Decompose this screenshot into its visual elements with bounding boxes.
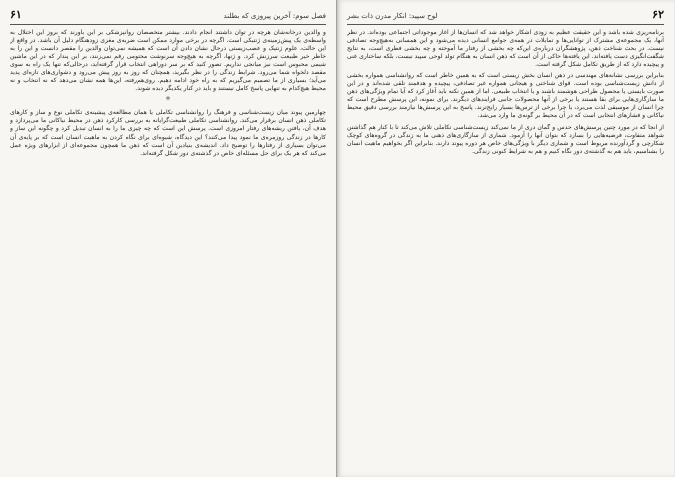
paragraph: بنابراین بررسی نشانه‌های مهندسی در ذهن انسان بخش زیستی است که به همین خاطر است که روانشناسی همواره بخشی از دانش زیست‌شناسی بوده است. قوای شناختی و هیجانی همواره غیر تصادفی، پیچیده و هدفمند تلقی شده‌اند و در این صورت بایستی یا محصول طراحی هوشمند باشند و یا انتخاب طبیعی. اما از همین نکته باید آغاز کرد که آیا تمام ویژگی‌های ذهن ما سازگاری‌هایی برای بقا هستند یا برخی از آنها محصولات جانبی فرایندهای دیگرند. برای نمونه، این پرسش مطرح است که چرا انسان از موسیقی لذت می‌برد، یا چرا برخی از ترس‌ها بسیار رایج‌ترند. پاسخ به این پرسش‌ها نیازمند بررسی دقیق محیط نیاکانی و فشارهای انتخابی است که در آن محیط بر گونه‌ی ما وارد می‌شد. — [347, 72, 664, 120]
page-number: ۶۱ — [10, 8, 22, 21]
left-page — [0, 0, 337, 477]
paragraph: از آنجا که در مورد چنین پرسش‌های حدس و گمان دری از ما نمی‌کند زیست‌شناسی تکاملی تلاش می‌کند تا با کنار هم گذاشتن شواهد متفاوت، فرضیه‌هایی را بسازد که بتوان آنها را آزمود. شماری از سازگاری‌های ذهنی ما به زندگی در گروه‌های کوچک شکارچی و گردآورنده مربوط است و شماری دیگر با ویژگی‌های خاص هر دوره پیوند دارند. بنابراین اگر بخواهیم ماهیت انسان را بشناسیم، باید هم به گذشته‌ی دور نگاه کنیم و هم به شرایط کنونی زندگی. — [347, 123, 664, 155]
paragraph: چهارمین پیوند میان زیست‌شناسی و فرهنگ را روانشناسی تکاملی یا همان مطالعه‌ی پیشینه‌ی تکاملی نوع و ساز و کارهای تکاملی ذهن انسان برقرار می‌کند. روانشناسی تکاملی طبیعت‌گرایانه به بررسی کارکرد ذهن در محیط نیاکانی ما می‌پردازد و هدف آن، یافتن ریشه‌های رفتار امروزی است. پرسش این است که چه چیزی ما را به انسان تبدیل کرد و چگونه این ساز و کارها در زندگی روزمره‌ی ما نمود پیدا می‌کنند؟ این دیدگاه، شیوه‌ای برای نگاه کردن به ماهیت انسان است که بر پایه‌ی آن می‌توان بسیاری از رفتارها را توضیح داد. اندیشه‌ی بنیادین آن است که ذهن ما همچون مجموعه‌ای از ابزارهای ویژه عمل می‌کند که هر یک برای حل مسئله‌ای خاص در گذشته‌ی دور شکل گرفته‌اند. — [10, 109, 326, 157]
running-title: لوح سپید: انکار مدرن ذات بشر — [347, 12, 438, 20]
paragraph: و والدین درخانه‌شان هرچه در توان داشتند انجام دادند. بیشتر متخصصان روانپزشکی بر این باورند که بروز این اختلال به واسطه‌ی یک پیش‌زمینه‌ی ژنتیکی است. اگرچه در برخی موارد ممکن است ضربه‌ی مغزی زودهنگام دلیل آن باشد. در واقع از این حالت، علوم ژنتیک و عصب‌زیستی درحال نشان دادن آن است که همیشه نمی‌توان والدین را مقصر دانست و این را به خاطر خیر طبیعت سرزنش کرد. و ژنها، اگرچه به هیچ‌وجه سرنوشت محتومی رقم نمی‌زنند، بر این پندار که در این ماشین شیمی محبوس است نیز میانجی نداریم. تصور کنید که بر سر دوراهی انتخاب قرار گرفته‌اید، درحالی‌که تنها یک راه به سوی مقصد دلخواه شما می‌رود. شرایط زندگی را در نظر بگیرید، همچنان که روز به روز پیش می‌رود و دشواری‌های تازه‌ای پدید می‌آید؛ بسیاری از ما تصمیم می‌گیریم که به راه خود ادامه دهیم. روی‌هم‌رفته، این‌ها همه نشان می‌دهد که نه انتخاب و نه محیط هیچ‌کدام به تنهایی پاسخ کامل نیستند و باید در کنار یکدیگر دیده شوند. — [10, 29, 326, 93]
paragraph: برنامه‌ریزی شده باشد و این حقیقت عظیم به زودی آشکار خواهد شد که انسان‌ها از آغاز موجوداتی اجتماعی بوده‌اند. در نظر آنها، یک مجموعه‌ی مشترک از توانایی‌ها و تمایلات در همه‌ی جوامع انسانی دیده می‌شود و این همسانی به‌هیچ‌وجه تصادفی نیست. در بحث شناخت ذهن، پژوهشگران درباره‌ی این‌که چه بخشی از رفتار ما آموخته و چه بخشی فطری است، به نتایج شگفت‌انگیزی دست یافته‌اند. این یافته‌ها حاکی از آن است که ذهن انسان به هنگام تولد لوحی سپید نیست، بلکه ساختاری غنی و پیچیده دارد که از طریق تکامل شکل گرفته است. — [347, 29, 664, 69]
book-gutter — [336, 0, 339, 477]
right-page — [337, 0, 674, 477]
page-header — [10, 8, 326, 25]
page-header — [347, 8, 664, 25]
running-title: فصل سوم: آخرین پیروزی که بطلند — [223, 12, 326, 20]
page-number: ۶۲ — [652, 8, 664, 21]
section-ornament: * — [165, 96, 171, 107]
